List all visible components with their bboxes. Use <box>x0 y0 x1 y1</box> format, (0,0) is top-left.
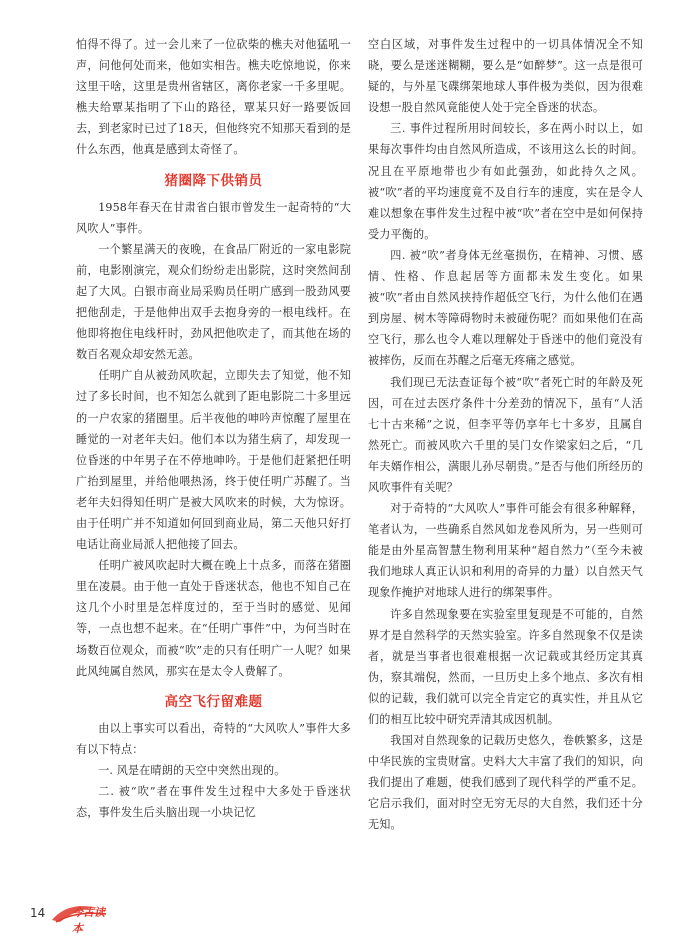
paragraph: 怕得不得了。过一会儿来了一位砍柴的樵夫对他猛吼一声，问他何处而来，他如实相告。樵夫吃惊地说，你来这里干啥，这里是贵州省辖区，离你老家一千多里呢。樵夫给覃某指明了下山的路径，覃某只好一路要饭回去，到老家时已过了18天，但他终究不知那天看到的是什么东西，他真是感到太奇怪了。 <box>76 38 351 157</box>
paragraph: 二. 被“吹”者在事件发生过程中大多处于昏迷状态，事件发生后头脑出现一小块记忆 <box>76 785 351 820</box>
paragraph: 任明广被风吹起时大概在晚上十点多，而落在猪圈里在凌晨。由于他一直处于昏迷状态，他也不知自己在这几个小时里是怎样度过的，至于当时的感觉、见闻等，一点也想不起来。在“任明广事件”中，为何当时在场数百位观众，而被“吹”走的只有任明广一人呢？如果此风纯属自然风，那实在是太令人费解了。 <box>76 559 351 678</box>
paragraph: 由以上事实可以看出，奇特的“大风吹人”事件大多有以下特点： <box>76 721 351 756</box>
paragraph: 我们现已无法查证每个被“吹”者死亡时的年龄及死因，可在过去医疗条件十分差劲的情况下，虽有“人活七十古来稀”之说，但李平等仍享年七十多岁，且属自然死亡。而被风吹六千里的吴门女作梁家妇之后，“几年夫婿作相公，满眼儿孙尽朝贵。”是否与他们所经历的风吹事件有关呢？ <box>368 375 643 494</box>
left-column <box>76 34 351 823</box>
paragraph: 1958年春天在甘肃省白银市曾发生一起奇特的“大风吹人”事件。 <box>76 200 351 235</box>
section-heading: 高空飞行留难题 <box>164 693 263 710</box>
paragraph: 一个繁星满天的夜晚，在食品厂附近的一家电影院前，电影刚演完，观众们纷纷走出影院，这时突然间刮起了大风。白银市商业局采购员任明广感到一股劲风要把他刮走，于是他伸出双手去抱身旁的一根电线杆。在他即将抱住电线杆时，劲风把他吹走了，而其他在场的数百名观众却安然无恙。 <box>76 242 351 362</box>
page-number: 14 <box>30 906 46 920</box>
magazine-logo <box>50 902 110 935</box>
paragraph: 我国对自然现象的记载历史悠久，卷帙繁多，这是中华民族的宝贵财富。史料大大丰富了我们的知识，向我们提出了难题，使我们感到了现代科学的严重不足。它启示我们，面对时空无穷无尽的大自然，我们还十分无知。 <box>368 734 643 832</box>
logo-text: 今古读本 <box>72 906 105 935</box>
paragraph: 空白区域，对事件发生过程中的一切具体情况全不知晓，要么是迷迷糊糊，要么是“如醉梦”。这一点是很可疑的，与外星飞碟绑架地球人事件极为类似，因为很难设想一股自然风竟能使人处于完全昏迷的状态。 <box>368 38 643 115</box>
paragraph: 许多自然现象要在实验室里复现是不可能的，自然界才是自然科学的天然实验室。许多自然现象不仅是读者，就是当事者也很难根据一次记载或其经历定其真伪，察其端倪，然而，一旦历史上多个地点、多次有相似的记载，我们就可以完全肯定它的真实性，并且从它们的相互比较中研究弄清其成因机制。 <box>368 607 643 726</box>
paragraph: 一. 风是在晴朗的天空中突然出现的。 <box>98 763 286 777</box>
paragraph: 对于奇特的“大风吹人”事件可能会有很多种解释，笔者认为，一些确系自然风如龙卷风所为，另一些则可能是由外星高智慧生物利用某种“超自然力”（至今未被我们地球人真正认识和利用的奇异的力量）以自然天气现象作掩护对地球人进行的绑架事件。 <box>368 502 643 600</box>
paragraph: 四. 被“吹”者身体无丝毫损伤，在精神、习惯、感情、性格、作息起居等方面都未发生变化。如果被“吹”者由自然风挟持作超低空飞行，为什么他们在遇到房屋、树木等障碍物时未被碰伤呢？而如果他们在高空飞行，那么也令人难以理解处于昏迷中的他们竟没有被摔伤，反而在苏醒之后毫无疼痛之感觉。 <box>368 248 643 368</box>
section-heading: 猪圈降下供销员 <box>164 172 263 189</box>
paragraph: 任明广自从被劲风吹起，立即失去了知觉，他不知过了多长时间，也不知怎么就到了距电影院二十多里远的一户农家的猪圈里。后半夜他的呻吟声惊醒了屋里在睡觉的一对老年夫妇。他们本以为猪生病了，却发现一位昏迷的中年男子在不停地呻吟。于是他们赶紧把任明广抬到屋里，并给他喂热汤，终于使任明广苏醒了。当老年夫妇得知任明广是被大风吹来的时候，大为惊讶。由于任明广并不知道如何回到商业局，第二天他只好打电话让商业局派人把他接了回去。 <box>76 369 351 552</box>
paragraph: 三. 事件过程所用时间较长，多在两小时以上，如果每次事件均由自然风所造成，不该用这么长的时间。况且在平原地带也少有如此强劲，如此持久之风。被“吹”者的平均速度竟不及自行车的速度，实在是令人难以想象在事件发生过程中被“吹”者在空中是如何保持受力平衡的。 <box>368 122 643 241</box>
right-column <box>368 34 643 836</box>
